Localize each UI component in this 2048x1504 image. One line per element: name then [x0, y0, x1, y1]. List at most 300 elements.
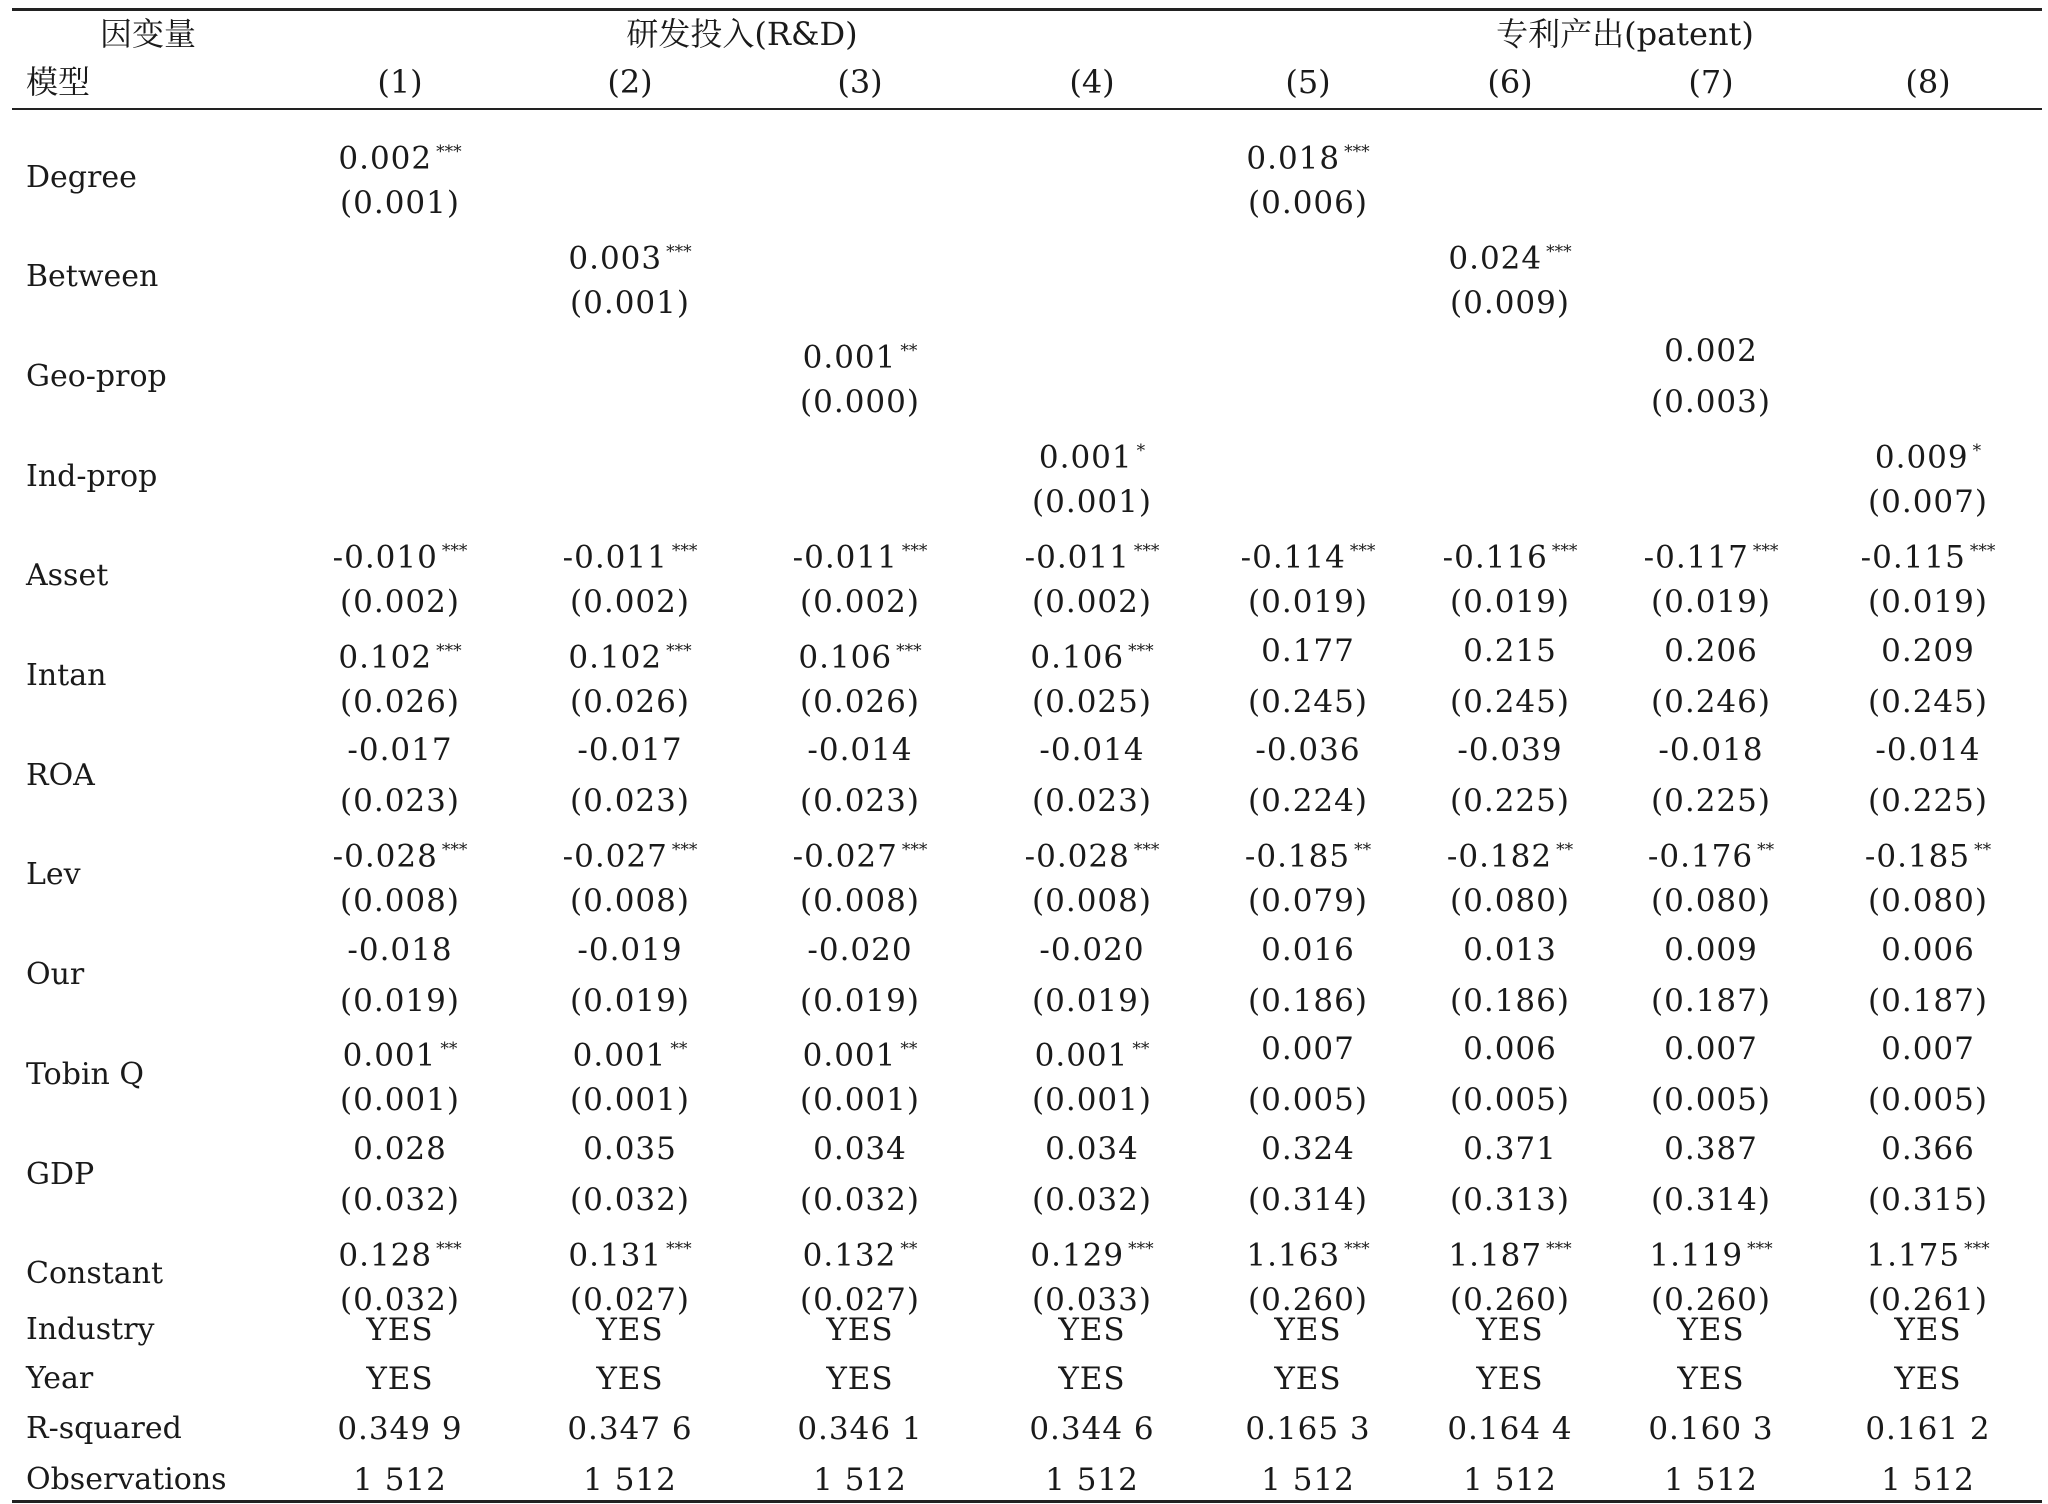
row-label: Asset — [26, 558, 109, 594]
footer-value: 1 512 — [1261, 1462, 1355, 1498]
footer-value: 0.165 3 — [1245, 1411, 1371, 1447]
significance-stars: *** — [1133, 839, 1160, 860]
coefficient-cell — [1881, 1031, 1975, 1067]
coefficient-cell — [1463, 1031, 1557, 1067]
coefficient-value: -0.011 — [1024, 539, 1130, 576]
coefficient-value: 0.001 — [342, 1037, 437, 1074]
footer-value: YES — [596, 1312, 664, 1348]
coefficient-value: 0.209 — [1881, 632, 1975, 669]
coefficient-value: 0.003 — [568, 240, 663, 277]
coefficient-value: 1.175 — [1866, 1237, 1961, 1274]
coefficient-cell — [1447, 832, 1573, 874]
row-label: Constant — [26, 1256, 164, 1292]
significance-stars: ** — [1757, 839, 1775, 860]
coefficient-value: -0.036 — [1255, 732, 1361, 769]
significance-stars: *** — [1747, 1238, 1773, 1259]
footer-value: YES — [1058, 1361, 1126, 1397]
coefficient-value: 1.163 — [1246, 1237, 1341, 1274]
coefficient-value: -0.011 — [562, 539, 668, 576]
group-header-patent: 专利产出(patent) — [1496, 15, 1754, 53]
footer-value: YES — [596, 1361, 664, 1397]
coefficient-value: 0.006 — [1881, 931, 1975, 968]
coefficient-value: -0.182 — [1446, 838, 1553, 875]
coefficient-cell — [1881, 1131, 1975, 1167]
coefficient-cell — [1261, 932, 1355, 968]
coefficient-cell — [333, 832, 468, 874]
coefficient-value: 0.001 — [1034, 1037, 1129, 1074]
header-rule — [12, 108, 2042, 110]
footer-value: YES — [1476, 1361, 1544, 1397]
coefficient-value: 0.371 — [1463, 1131, 1557, 1167]
coefficient-cell — [568, 234, 691, 276]
coefficient-value: -0.019 — [577, 931, 683, 968]
coefficient-cell — [347, 932, 452, 968]
footer-value: YES — [1894, 1361, 1962, 1397]
coefficient-value: 0.002 — [338, 140, 433, 177]
coefficient-value: -0.117 — [1643, 539, 1749, 576]
coefficient-value: 0.007 — [1881, 1031, 1975, 1068]
standard-error-cell: (0.001) — [1032, 484, 1152, 521]
coefficient-cell — [338, 1231, 461, 1273]
standard-error-cell: (0.260) — [1248, 1281, 1368, 1318]
footer-value: YES — [366, 1312, 434, 1348]
coefficient-value: 0.366 — [1881, 1131, 1975, 1167]
standard-error-cell: (0.019) — [570, 982, 690, 1019]
coefficient-value: -0.018 — [1658, 732, 1764, 769]
coefficient-cell — [1875, 433, 1981, 475]
significance-stars: *** — [1344, 142, 1370, 162]
coefficient-cell — [1035, 1031, 1150, 1073]
coefficient-cell — [1644, 533, 1779, 575]
coefficient-cell — [568, 1231, 691, 1273]
coefficient-value: -0.028 — [1024, 838, 1130, 875]
standard-error-cell: (0.008) — [1032, 882, 1152, 919]
coefficient-cell — [1881, 932, 1975, 968]
significance-stars: * — [1972, 441, 1982, 462]
coefficient-value: 0.001 — [802, 1037, 897, 1074]
row-label: GDP — [26, 1156, 95, 1192]
coefficient-cell — [1039, 932, 1144, 968]
coefficient-cell — [1261, 1131, 1355, 1167]
significance-stars: *** — [1128, 1238, 1154, 1259]
footer-value: YES — [1274, 1312, 1342, 1348]
coefficient-cell — [1861, 533, 1996, 575]
coefficient-value: 1.119 — [1649, 1237, 1744, 1274]
bottom-rule — [12, 1500, 2042, 1503]
model-header: (8) — [1905, 63, 1951, 101]
standard-error-cell: (0.001) — [340, 185, 460, 221]
coefficient-cell — [803, 333, 918, 375]
coefficient-value: 0.128 — [338, 1237, 433, 1274]
standard-error-cell: (0.005) — [1868, 1082, 1988, 1119]
coefficient-value: -0.017 — [577, 732, 683, 769]
coefficient-value: 0.002 — [1664, 333, 1758, 370]
coefficient-cell — [1025, 533, 1160, 575]
coefficient-value: 0.129 — [1030, 1237, 1125, 1274]
coefficient-cell — [1241, 533, 1376, 575]
coefficient-value: 0.206 — [1664, 632, 1758, 669]
coefficient-cell — [798, 633, 921, 675]
standard-error-cell: (0.019) — [800, 982, 920, 1019]
row-label: ROA — [26, 757, 95, 793]
coefficient-cell — [338, 134, 461, 176]
coefficient-cell — [1664, 1031, 1758, 1067]
coefficient-cell — [1457, 732, 1562, 768]
row-label: Tobin Q — [26, 1056, 144, 1092]
standard-error-cell: (0.008) — [340, 882, 460, 919]
row-label: Between — [26, 259, 159, 295]
significance-stars: *** — [436, 640, 462, 661]
coefficient-cell — [563, 832, 698, 874]
significance-stars: *** — [436, 1238, 462, 1259]
coefficient-value: 0.013 — [1463, 931, 1557, 968]
row-label: Our — [26, 957, 85, 993]
coefficient-cell — [353, 1131, 447, 1167]
standard-error-cell: (0.019) — [1651, 583, 1771, 620]
significance-stars: *** — [666, 640, 692, 661]
significance-stars: *** — [1546, 1238, 1572, 1259]
significance-stars: *** — [671, 839, 698, 860]
coefficient-value: -0.185 — [1864, 838, 1971, 875]
coefficient-value: -0.017 — [347, 732, 453, 769]
standard-error-cell: (0.245) — [1450, 683, 1570, 720]
standard-error-cell: (0.026) — [800, 683, 920, 720]
coefficient-cell — [583, 1131, 677, 1167]
footer-value: 1 512 — [1045, 1462, 1139, 1498]
coefficient-cell — [1463, 633, 1557, 669]
standard-error-cell: (0.023) — [340, 783, 460, 820]
standard-error-cell: (0.314) — [1651, 1182, 1771, 1218]
significance-stars: ** — [900, 341, 918, 362]
significance-stars: ** — [1556, 839, 1574, 860]
standard-error-cell: (0.245) — [1868, 683, 1988, 720]
standard-error-cell: (0.080) — [1651, 882, 1771, 919]
standard-error-cell: (0.019) — [1868, 583, 1988, 620]
standard-error-cell: (0.187) — [1868, 982, 1988, 1019]
footer-value: 0.161 2 — [1865, 1411, 1991, 1447]
coefficient-cell — [1658, 732, 1763, 768]
standard-error-cell: (0.032) — [340, 1182, 460, 1218]
coefficient-cell — [807, 932, 912, 968]
coefficient-cell — [1025, 832, 1160, 874]
standard-error-cell: (0.314) — [1248, 1182, 1368, 1218]
coefficient-cell — [1246, 134, 1369, 176]
model-header: (7) — [1688, 63, 1734, 101]
significance-stars: *** — [1344, 1238, 1370, 1259]
footer-value: 0.346 1 — [797, 1411, 923, 1447]
row-label: Ind-prop — [26, 458, 158, 494]
coefficient-value: -0.020 — [1039, 931, 1145, 968]
coefficient-value: 0.106 — [798, 638, 893, 675]
significance-stars: *** — [1128, 640, 1154, 661]
standard-error-cell: (0.006) — [1248, 185, 1368, 221]
standard-error-cell: (0.246) — [1651, 683, 1771, 720]
coefficient-value: 0.177 — [1261, 632, 1355, 669]
standard-error-cell: (0.315) — [1868, 1182, 1988, 1218]
row-label: Geo-prop — [26, 358, 167, 394]
coefficient-value: 0.007 — [1664, 1031, 1758, 1068]
coefficient-cell — [338, 633, 461, 675]
coefficient-cell — [1030, 1231, 1153, 1273]
coefficient-cell — [343, 1031, 458, 1073]
significance-stars: *** — [1546, 241, 1572, 262]
coefficient-cell — [1664, 633, 1758, 669]
standard-error-cell: (0.023) — [1032, 783, 1152, 820]
standard-error-cell: (0.260) — [1651, 1281, 1771, 1318]
coefficient-cell — [803, 1231, 918, 1273]
significance-stars: *** — [441, 540, 468, 561]
coefficient-cell — [1039, 732, 1144, 768]
standard-error-cell: (0.019) — [1248, 583, 1368, 620]
group-header-rd: 研发投入(R&D) — [626, 15, 858, 53]
coefficient-value: 0.001 — [802, 339, 897, 376]
footer-value: YES — [1274, 1361, 1342, 1397]
standard-error-cell: (0.026) — [570, 683, 690, 720]
standard-error-cell: (0.008) — [570, 882, 690, 919]
coefficient-cell — [1255, 732, 1360, 768]
footer-value: 1 512 — [1881, 1462, 1975, 1498]
coefficient-cell — [1039, 433, 1145, 475]
coefficient-cell — [577, 732, 682, 768]
coefficient-value: 0.006 — [1463, 1031, 1557, 1068]
coefficient-value: 0.131 — [568, 1237, 663, 1274]
model-label: 模型 — [26, 63, 91, 101]
significance-stars: ** — [1354, 839, 1372, 860]
coefficient-value: 0.009 — [1874, 439, 1969, 476]
coefficient-value: 0.001 — [572, 1037, 667, 1074]
standard-error-cell: (0.009) — [1450, 284, 1570, 321]
significance-stars: *** — [436, 142, 462, 162]
model-header: (5) — [1285, 63, 1331, 101]
standard-error-cell: (0.187) — [1651, 982, 1771, 1019]
significance-stars: ** — [1132, 1039, 1150, 1060]
row-label: Lev — [26, 857, 81, 893]
coefficient-cell — [1443, 533, 1578, 575]
coefficient-value: 0.035 — [583, 1131, 677, 1167]
footer-label: Observations — [26, 1462, 227, 1497]
footer-value: 1 512 — [1463, 1462, 1557, 1498]
footer-value: YES — [1894, 1312, 1962, 1348]
standard-error-cell: (0.186) — [1450, 982, 1570, 1019]
coefficient-value: 0.016 — [1261, 931, 1355, 968]
coefficient-value: -0.011 — [792, 539, 898, 576]
standard-error-cell: (0.002) — [1032, 583, 1152, 620]
footer-value: YES — [826, 1361, 894, 1397]
coefficient-value: -0.010 — [332, 539, 438, 576]
significance-stars: ** — [440, 1039, 458, 1060]
standard-error-cell: (0.007) — [1868, 484, 1988, 521]
standard-error-cell: (0.026) — [340, 683, 460, 720]
standard-error-cell: (0.080) — [1868, 882, 1988, 919]
coefficient-value: -0.020 — [807, 931, 913, 968]
standard-error-cell: (0.025) — [1032, 683, 1152, 720]
standard-error-cell: (0.001) — [800, 1082, 920, 1119]
coefficient-cell — [1875, 732, 1980, 768]
coefficient-cell — [813, 1131, 907, 1167]
significance-stars: *** — [1964, 1238, 1990, 1259]
coefficient-value: 0.387 — [1664, 1131, 1758, 1167]
significance-stars: ** — [670, 1039, 688, 1060]
coefficient-cell — [1664, 1131, 1758, 1167]
standard-error-cell: (0.002) — [570, 583, 690, 620]
footer-label: R-squared — [26, 1411, 182, 1446]
footer-value: 0.344 6 — [1029, 1411, 1155, 1447]
footer-value: YES — [1058, 1312, 1126, 1348]
footer-value: YES — [1677, 1361, 1745, 1397]
significance-stars: *** — [666, 241, 692, 262]
coefficient-cell — [1648, 832, 1774, 874]
coefficient-value: 0.106 — [1030, 638, 1125, 675]
coefficient-cell — [1045, 1131, 1139, 1167]
coefficient-value: 0.102 — [568, 638, 663, 675]
standard-error-cell: (0.005) — [1651, 1082, 1771, 1119]
footer-label: Year — [26, 1361, 94, 1396]
standard-error-cell: (0.186) — [1248, 982, 1368, 1019]
standard-error-cell: (0.005) — [1248, 1082, 1368, 1119]
coefficient-value: 0.034 — [813, 1131, 907, 1167]
significance-stars: *** — [1551, 540, 1578, 561]
coefficient-cell — [1261, 1031, 1355, 1067]
significance-stars: * — [1136, 441, 1146, 462]
coefficient-cell — [807, 732, 912, 768]
coefficient-value: 0.132 — [802, 1237, 897, 1274]
coefficient-cell — [1246, 1231, 1369, 1273]
standard-error-cell: (0.008) — [800, 882, 920, 919]
standard-error-cell: (0.002) — [800, 583, 920, 620]
footer-label: Industry — [26, 1312, 155, 1347]
standard-error-cell: (0.001) — [570, 284, 690, 321]
standard-error-cell: (0.023) — [800, 783, 920, 820]
coefficient-value: -0.116 — [1442, 539, 1548, 576]
coefficient-cell — [573, 1031, 688, 1073]
standard-error-cell: (0.027) — [570, 1281, 690, 1318]
row-label: Intan — [26, 658, 107, 693]
significance-stars: *** — [1349, 540, 1376, 561]
standard-error-cell: (0.005) — [1450, 1082, 1570, 1119]
significance-stars: ** — [1974, 839, 1992, 860]
significance-stars: *** — [1133, 540, 1160, 561]
coefficient-value: -0.114 — [1240, 539, 1346, 576]
coefficient-value: 0.028 — [353, 1131, 447, 1167]
significance-stars: *** — [441, 839, 468, 860]
coefficient-value: -0.014 — [1039, 732, 1145, 769]
coefficient-value: 0.034 — [1045, 1131, 1139, 1167]
coefficient-cell — [1463, 1131, 1557, 1167]
coefficient-value: 0.009 — [1664, 931, 1758, 968]
dependent-variable-label: 因变量 — [99, 15, 197, 53]
standard-error-cell: (0.019) — [340, 982, 460, 1019]
coefficient-cell — [1463, 932, 1557, 968]
footer-value: YES — [1476, 1312, 1544, 1348]
coefficient-value: -0.014 — [1875, 732, 1981, 769]
coefficient-value: -0.039 — [1457, 732, 1563, 769]
model-header: (6) — [1487, 63, 1533, 101]
coefficient-value: -0.014 — [807, 732, 913, 769]
model-header: (3) — [837, 63, 883, 101]
standard-error-cell: (0.032) — [340, 1281, 460, 1318]
standard-error-cell: (0.000) — [800, 384, 920, 421]
model-header: (2) — [607, 63, 653, 101]
standard-error-cell: (0.260) — [1450, 1281, 1570, 1318]
top-rule — [12, 8, 2042, 11]
coefficient-value: -0.176 — [1647, 838, 1754, 875]
coefficient-value: 0.215 — [1463, 632, 1557, 669]
coefficient-cell — [1245, 832, 1371, 874]
standard-error-cell: (0.032) — [1032, 1182, 1152, 1218]
coefficient-value: -0.027 — [792, 838, 898, 875]
coefficient-cell — [1881, 633, 1975, 669]
coefficient-cell — [1664, 333, 1758, 369]
coefficient-value: -0.028 — [332, 838, 438, 875]
coefficient-cell — [1448, 234, 1571, 276]
standard-error-cell: (0.245) — [1248, 683, 1368, 720]
coefficient-cell — [1649, 1231, 1772, 1273]
standard-error-cell: (0.003) — [1651, 384, 1771, 421]
significance-stars: *** — [671, 540, 698, 561]
footer-value: YES — [1677, 1312, 1745, 1348]
footer-value: 0.164 4 — [1447, 1411, 1573, 1447]
footer-value: 1 512 — [583, 1462, 677, 1498]
standard-error-cell: (0.313) — [1450, 1182, 1570, 1218]
coefficient-cell — [347, 732, 452, 768]
standard-error-cell: (0.033) — [1032, 1281, 1152, 1318]
coefficient-cell — [333, 533, 468, 575]
significance-stars: ** — [900, 1238, 918, 1259]
footer-value: 0.347 6 — [567, 1411, 693, 1447]
standard-error-cell: (0.001) — [1032, 1082, 1152, 1119]
standard-error-cell: (0.027) — [800, 1281, 920, 1318]
standard-error-cell: (0.001) — [340, 1082, 460, 1119]
standard-error-cell: (0.080) — [1450, 882, 1570, 919]
coefficient-cell — [803, 1031, 918, 1073]
model-header: (4) — [1069, 63, 1115, 101]
coefficient-value: 0.324 — [1261, 1131, 1355, 1167]
significance-stars: *** — [1752, 540, 1779, 561]
model-header: (1) — [377, 63, 423, 101]
footer-value: YES — [366, 1361, 434, 1397]
coefficient-cell — [1866, 1231, 1989, 1273]
coefficient-value: 0.018 — [1246, 140, 1341, 177]
standard-error-cell: (0.032) — [570, 1182, 690, 1218]
significance-stars: *** — [901, 839, 928, 860]
row-label: Degree — [26, 159, 137, 195]
coefficient-cell — [563, 533, 698, 575]
footer-value: 1 512 — [353, 1462, 447, 1498]
footer-value: 0.349 9 — [337, 1411, 463, 1447]
coefficient-cell — [1865, 832, 1991, 874]
footer-value: 1 512 — [813, 1462, 907, 1498]
coefficient-value: -0.027 — [562, 838, 668, 875]
standard-error-cell: (0.224) — [1248, 783, 1368, 820]
significance-stars: *** — [896, 640, 922, 661]
significance-stars: *** — [901, 540, 928, 561]
standard-error-cell: (0.079) — [1248, 882, 1368, 919]
coefficient-cell — [793, 832, 928, 874]
coefficient-cell — [1030, 633, 1153, 675]
coefficient-value: -0.115 — [1860, 539, 1966, 576]
standard-error-cell: (0.261) — [1868, 1281, 1988, 1318]
coefficient-value: 0.001 — [1038, 439, 1133, 476]
coefficient-cell — [1448, 1231, 1571, 1273]
standard-error-cell: (0.019) — [1450, 583, 1570, 620]
footer-value: 0.160 3 — [1648, 1411, 1774, 1447]
significance-stars: *** — [666, 1238, 692, 1259]
footer-value: YES — [826, 1312, 894, 1348]
coefficient-cell — [793, 533, 928, 575]
standard-error-cell: (0.002) — [340, 583, 460, 620]
standard-error-cell: (0.001) — [570, 1082, 690, 1119]
coefficient-cell — [568, 633, 691, 675]
